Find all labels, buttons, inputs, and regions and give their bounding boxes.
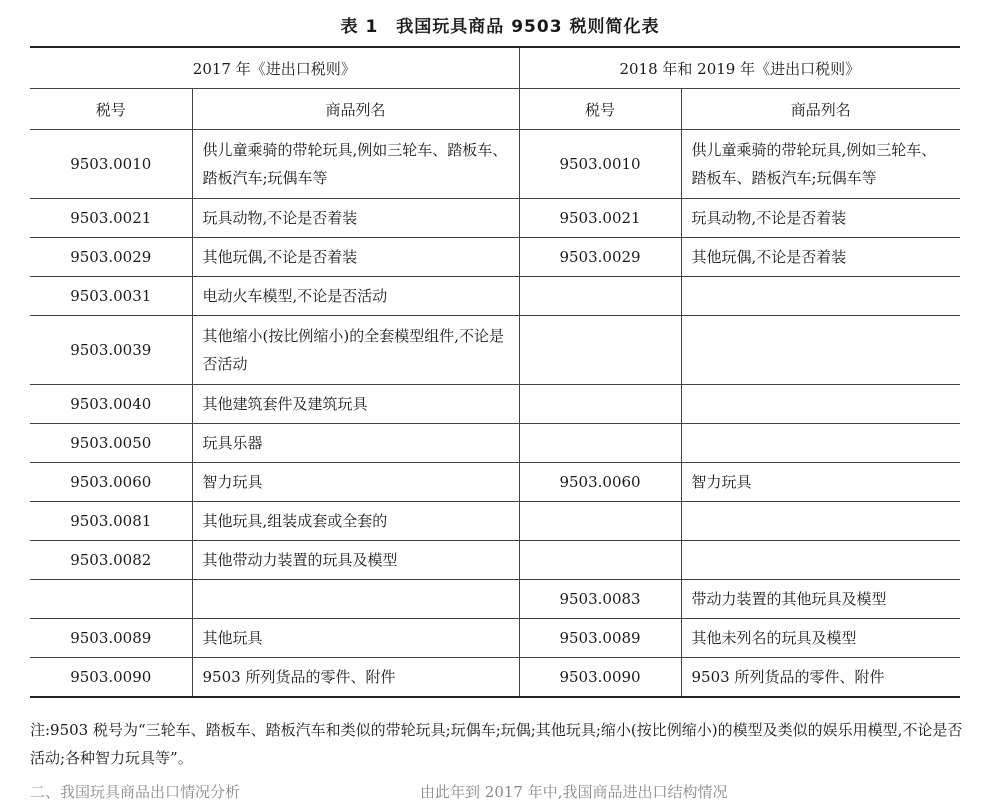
tariff-table xyxy=(30,46,960,698)
name-2018-cell xyxy=(681,502,960,541)
cut-off-body-text: 二、我国玩具商品出口情况分析 由此年到 2017 年中,我国商品进出口结构情况 xyxy=(30,783,728,801)
name-2017-cell: 电动火车模型,不论是否活动 xyxy=(192,277,519,316)
code-2017-cell: 9503.0090 xyxy=(30,658,192,697)
group-header-2018-2019: 2018 年和 2019 年《进出口税则》 xyxy=(519,47,960,89)
table-row xyxy=(30,385,960,424)
name-2017-cell: 9503 所列货品的零件、附件 xyxy=(192,658,519,697)
code-2018-cell: 9503.0060 xyxy=(519,463,681,502)
code-2018-cell: 9503.0010 xyxy=(519,130,681,199)
name-2018-cell: 智力玩具 xyxy=(681,463,960,502)
code-2018-cell xyxy=(519,541,681,580)
table-footnote: 注:9503 税号为“三轮车、踏板车、踏板汽车和类似的带轮玩具;玩偶车;玩偶;其他玩具;缩小(按比例缩小)的模型及类似的娱乐用模型,不论是否活动;各种智力玩具等”。 xyxy=(30,721,963,767)
code-2017-cell: 9503.0010 xyxy=(30,130,192,199)
code-2018-cell xyxy=(519,502,681,541)
code-2017-cell: 9503.0031 xyxy=(30,277,192,316)
table-row xyxy=(30,130,960,199)
name-2017-cell: 其他缩小(按比例缩小)的全套模型组件,不论是否活动 xyxy=(192,316,519,385)
column-header-code-2017: 税号 xyxy=(30,89,192,130)
code-2017-cell xyxy=(30,580,192,619)
name-2018-cell: 带动力装置的其他玩具及模型 xyxy=(681,580,960,619)
name-2018-cell: 其他未列名的玩具及模型 xyxy=(681,619,960,658)
table-caption: 表 1 我国玩具商品 9503 税则简化表 xyxy=(340,17,660,37)
name-2018-cell xyxy=(681,277,960,316)
table-row xyxy=(30,502,960,541)
code-2018-cell xyxy=(519,385,681,424)
table-row xyxy=(30,424,960,463)
column-header-name-2018: 商品列名 xyxy=(681,89,960,130)
name-2017-cell: 玩具动物,不论是否着装 xyxy=(192,199,519,238)
code-2017-cell: 9503.0050 xyxy=(30,424,192,463)
name-2018-cell: 玩具动物,不论是否着装 xyxy=(681,199,960,238)
table-row xyxy=(30,277,960,316)
code-2018-cell xyxy=(519,316,681,385)
name-2018-cell xyxy=(681,385,960,424)
table-row xyxy=(30,619,960,658)
code-2018-cell xyxy=(519,277,681,316)
name-2017-cell: 其他玩具 xyxy=(192,619,519,658)
name-2018-cell: 供儿童乘骑的带轮玩具,例如三轮车、踏板车、踏板汽车;玩偶车等 xyxy=(681,130,960,199)
name-2017-cell: 其他带动力装置的玩具及模型 xyxy=(192,541,519,580)
code-2017-cell: 9503.0029 xyxy=(30,238,192,277)
name-2018-cell xyxy=(681,316,960,385)
name-2017-cell: 玩具乐器 xyxy=(192,424,519,463)
name-2018-cell xyxy=(681,541,960,580)
name-2017-cell: 其他建筑套件及建筑玩具 xyxy=(192,385,519,424)
column-header-name-2017: 商品列名 xyxy=(192,89,519,130)
table-row xyxy=(30,199,960,238)
code-2017-cell: 9503.0081 xyxy=(30,502,192,541)
code-2018-cell: 9503.0090 xyxy=(519,658,681,697)
name-2017-cell: 智力玩具 xyxy=(192,463,519,502)
code-2017-cell: 9503.0040 xyxy=(30,385,192,424)
group-header-2017: 2017 年《进出口税则》 xyxy=(30,47,519,89)
code-2018-cell xyxy=(519,424,681,463)
name-2018-cell: 其他玩偶,不论是否着装 xyxy=(681,238,960,277)
name-2017-cell: 供儿童乘骑的带轮玩具,例如三轮车、踏板车、踏板汽车;玩偶车等 xyxy=(192,130,519,199)
table-row xyxy=(30,541,960,580)
name-2018-cell: 9503 所列货品的零件、附件 xyxy=(681,658,960,697)
code-2018-cell: 9503.0021 xyxy=(519,199,681,238)
table-row xyxy=(30,463,960,502)
name-2017-cell xyxy=(192,580,519,619)
code-2017-cell: 9503.0060 xyxy=(30,463,192,502)
table-row xyxy=(30,658,960,697)
name-2018-cell xyxy=(681,424,960,463)
table-row xyxy=(30,238,960,277)
column-header-code-2018: 税号 xyxy=(519,89,681,130)
code-2018-cell: 9503.0083 xyxy=(519,580,681,619)
table-row xyxy=(30,316,960,385)
code-2017-cell: 9503.0082 xyxy=(30,541,192,580)
name-2017-cell: 其他玩具,组装成套或全套的 xyxy=(192,502,519,541)
table-row xyxy=(30,580,960,619)
code-2018-cell: 9503.0029 xyxy=(519,238,681,277)
name-2017-cell: 其他玩偶,不论是否着装 xyxy=(192,238,519,277)
code-2017-cell: 9503.0039 xyxy=(30,316,192,385)
code-2017-cell: 9503.0089 xyxy=(30,619,192,658)
code-2017-cell: 9503.0021 xyxy=(30,199,192,238)
code-2018-cell: 9503.0089 xyxy=(519,619,681,658)
